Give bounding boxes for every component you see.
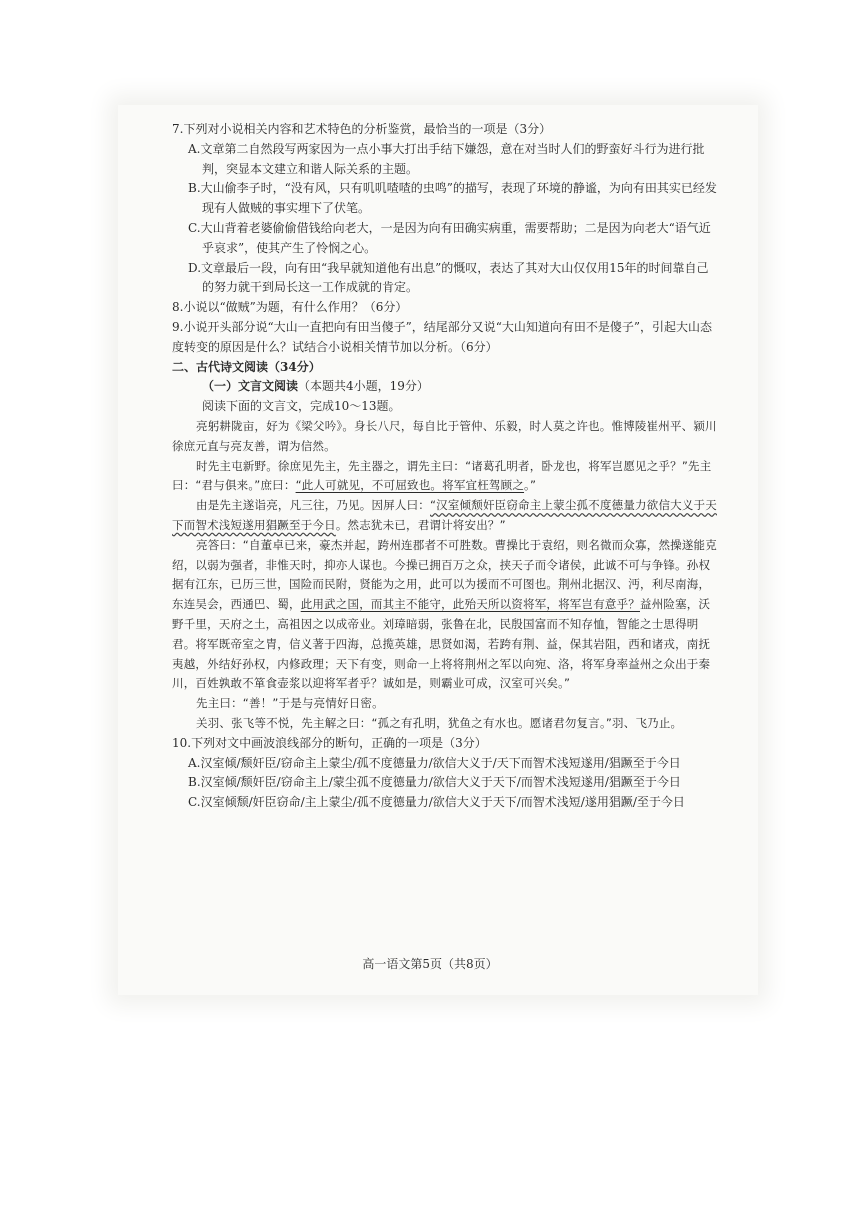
passage-text: 亮答曰：“自董卓已来，豪杰并起，跨州连郡者不可胜数。曹操比于袁绍，则名微而众寡，然操遂能克绍，以弱为强者，非惟天时，抑亦人谋也。今操已拥百万之众，挟天子而令诸侯，此诚不可与争锋。孙权据有江东，已历三世，国险而民附，贤能为之用，此可以为援而不可图也。荆州北据汉、沔，利尽南海，东连吴会，西通巴、蜀， [172, 537, 717, 612]
passage-paragraph-3 [172, 496, 720, 536]
passage-paragraph-5: 先主曰：“善！”于是与亮情好日密。 [196, 696, 384, 711]
question-7-stem: 7.下列对小说相关内容和艺术特色的分析鉴赏，最恰当的一项是（3分） [172, 122, 552, 136]
passage-text: 。然志犹未已，君谓计将安出？” [335, 517, 506, 532]
subsection-note: （本题共4小题，19分） [298, 379, 429, 394]
underlined-sentence: 此用武之国，而其主不能守，此殆天所以资将军，将军岂有意乎？ [300, 597, 640, 612]
question-9: 9.小说开头部分说“大山一直把向有田当傻子”，结尾部分又说“大山知道向有田不是傻子”，引起大山态度转变的原因是什么？试结合小说相关情节加以分析。（6分） [172, 319, 712, 354]
exam-content [172, 120, 720, 813]
reading-instruction: 阅读下面的文言文，完成10～13题。 [202, 399, 401, 414]
question-7-option-b: B.大山偷李子时，“没有风，只有叽叽喳喳的虫鸣”的描写，表现了环境的静谧，为向有田其实已经发现有人做贼的事实埋下了伏笔。 [188, 181, 717, 216]
passage-paragraph-1: 亮躬耕陇亩，好为《梁父吟》。身长八尺，每自比于管仲、乐毅，时人莫之许也。惟博陵崔州平、颍川徐庶元直与亮友善，谓为信然。 [172, 418, 717, 453]
subsection-title: （一）文言文阅读 [202, 379, 299, 394]
section-heading: 二、古代诗文阅读（34分） [172, 359, 321, 374]
passage-text: 。” [524, 478, 537, 493]
question-10-option-a: A.汉室倾/颓奸臣/窃命主上蒙尘/孤不度德量力/欲信大义于/天下而智术浅短遂用/猖蹶至于今日 [188, 755, 681, 770]
passage-text: 时先主屯新野。徐庶见先主，先主器之，谓先主曰：“诸葛孔明者，卧龙也，将军岂愿见之乎？”先主曰：“君与俱来。”庶曰： [172, 458, 712, 493]
passage-paragraph-4 [172, 536, 720, 694]
underlined-sentence: “此人可就见，不可屈致也。将军宜枉驾顾之 [295, 478, 525, 493]
wavy-underlined-sentence: “汉室倾颓奸臣窃命主上蒙尘孤不度德量力欲信大义于天下而智术浅短遂用猖蹶至于今日 [172, 498, 717, 532]
question-10-option-b: B.汉室倾/颓奸臣/窃命主上/蒙尘孤不度德量力/欲信大义于天下/而智术浅短遂用/猖蹶至于今日 [188, 775, 681, 790]
passage-text: 由是先主遂诣亮，凡三往，乃见。因屏人曰： [196, 498, 430, 513]
passage-text: 益州险塞，沃野千里，天府之土，高祖因之以成帝业。刘璋暗弱，张鲁在北，民殷国富而不知存恤，智能之士思得明君。将军既帝室之胄，信义著于四海，总揽英雄，思贤如渴，若跨有荆、益，保其岩阻，西和诸戎，南抚夷越，外结好孙权，内修政理；天下有变，则命一上将将荆州之军以向宛、洛，将军身率益州之众出于秦川，百姓孰敢不箪食壶浆以迎将军者乎？诚如是，则霸业可成，汉室可兴矣。” [172, 597, 711, 691]
question-7-option-d: D.文章最后一段，向有田“我早就知道他有出息”的慨叹，表达了其对大山仅仅用15年的时间靠自己的努力就干到局长这一工作成就的肯定。 [188, 260, 709, 295]
passage-paragraph-2 [172, 457, 720, 497]
question-7-option-c: C.大山背着老婆偷偷借钱给向老大，一是因为向有田确实病重，需要帮助；二是因为向老大“语气近乎哀求”，使其产生了怜悯之心。 [188, 220, 711, 255]
question-10-option-c: C.汉室倾颓/奸臣窃命/主上蒙尘/孤不度德量力/欲信大义于天下/而智术浅短/遂用猖蹶/至于今日 [188, 795, 685, 810]
question-10-stem: 10.下列对文中画波浪线部分的断句，正确的一项是（3分） [172, 735, 487, 750]
question-7-option-a: A.文章第二自然段写两家因为一点小事大打出手结下嫌怨，意在对当时人们的野蛮好斗行为进行批判，突显本文建立和谐人际关系的主题。 [188, 141, 705, 176]
question-8: 8.小说以“做贼”为题，有什么作用？（6分） [172, 300, 408, 315]
page-footer: 高一语文第5页（共8页） [362, 957, 498, 971]
passage-paragraph-6: 关羽、张飞等不悦，先主解之曰：“孤之有孔明，犹鱼之有水也。愿诸君勿复言。”羽、飞乃止。 [196, 715, 683, 730]
subsection-heading [172, 377, 720, 397]
